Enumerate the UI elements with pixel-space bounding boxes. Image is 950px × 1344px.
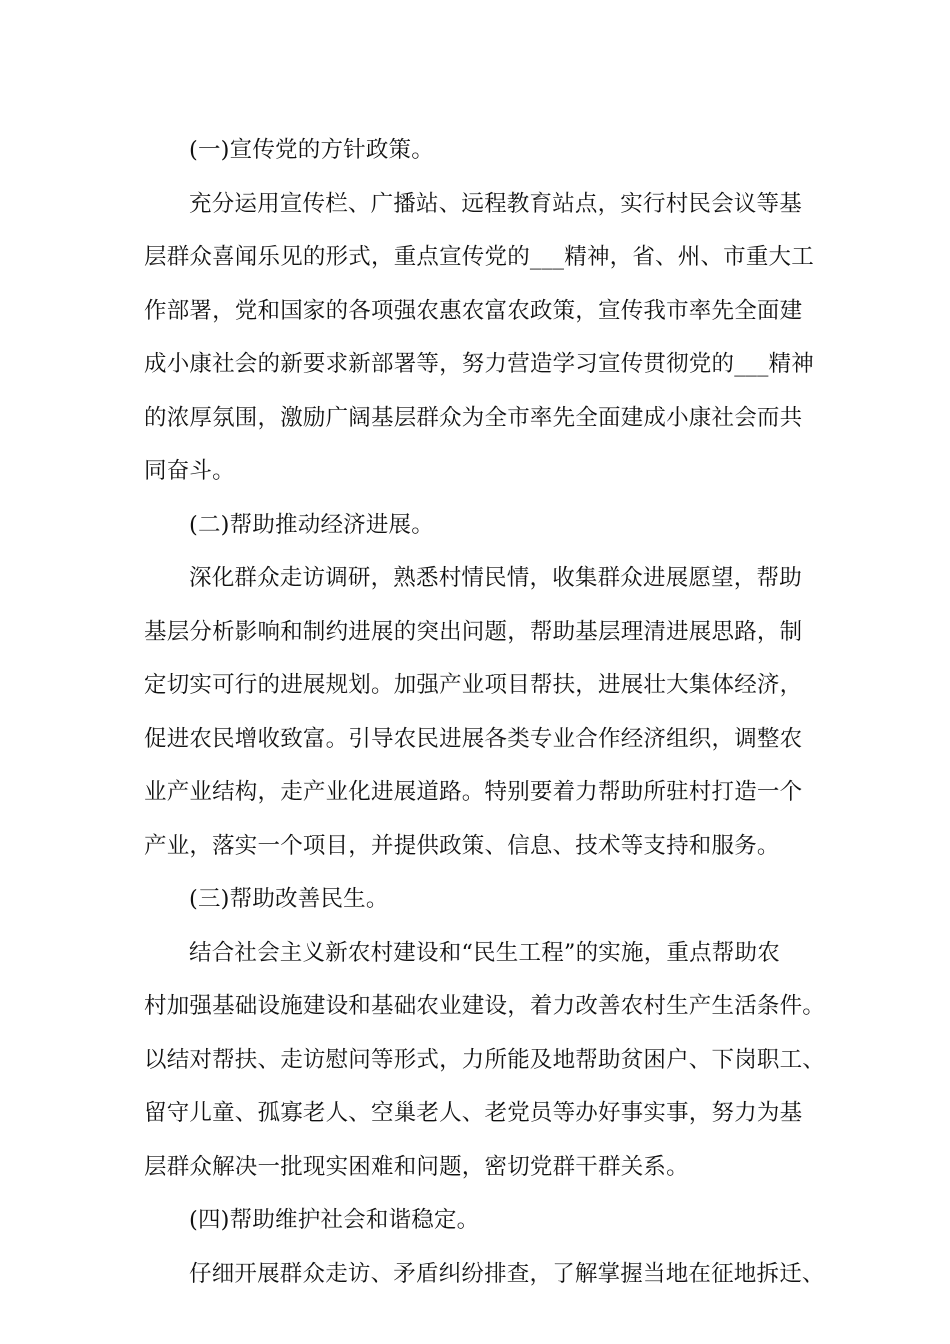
text-line: 层群众解决一批现实困难和问题，密切党群干群关系。 — [144, 1153, 689, 1180]
text-line: (一)宣传党的方针政策。 — [189, 137, 434, 163]
section-heading-1 — [144, 124, 824, 178]
text-line: 促进农民增收致富。引导农民进展各类专业合作经济组织，调整农 — [144, 725, 803, 752]
text-line: 业产业结构，走产业化进展道路。特别要着力帮助所驻村打造一个 — [144, 779, 803, 805]
section-heading-4 — [144, 1194, 824, 1248]
text-line: 留守儿童、孤寡老人、空巢老人、老党员等办好事实事，努力为基 — [144, 1100, 803, 1126]
document-body — [144, 124, 824, 1301]
text-line: 仔细开展群众走访、矛盾纠纷排查，了解掌握当地在征地拆迁、 — [189, 1260, 825, 1287]
text-line: (四)帮助维护社会和谐稳定。 — [189, 1207, 480, 1233]
body-paragraph-3 — [144, 927, 824, 1195]
body-paragraph-1 — [144, 178, 824, 499]
text-line: 基层分析影响和制约进展的突出问题，帮助基层理清进展思路，制 — [144, 618, 803, 645]
text-line: (二)帮助推动经济进展。 — [189, 511, 434, 538]
text-line: 村加强基础设施建设和基础农业建设，着力改善农村生产生活条件。 — [144, 993, 826, 1019]
section-heading-3 — [144, 873, 824, 927]
text-line: (三)帮助改善民生。 — [189, 886, 389, 912]
body-paragraph-2 — [144, 552, 824, 873]
text-line: 的浓厚氛围，激励广阔基层群众为全市率先全面建成小康社会而共 — [144, 404, 803, 431]
text-line: 充分运用宣传栏、广播站、远程教育站点，实行村民会议等基 — [189, 190, 802, 217]
text-line: 结合社会主义新农村建设和“民生工程”的实施，重点帮助农 — [189, 939, 780, 966]
text-line: 深化群众走访调研，熟悉村情民情，收集群众进展愿望，帮助 — [189, 565, 802, 591]
text-line: 以结对帮扶、走访慰问等形式，力所能及地帮助贫困户、下岗职工、 — [144, 1046, 826, 1073]
section-heading-2 — [144, 499, 824, 553]
body-paragraph-4 — [144, 1248, 824, 1302]
text-line: 同奋斗。 — [144, 458, 235, 484]
text-line: 层群众喜闻乐见的形式，重点宣传党的___精神，省、州、市重大工 — [144, 244, 814, 270]
text-line: 成小康社会的新要求新部署等，努力营造学习宣传贯彻党的___精神 — [144, 351, 814, 377]
text-line: 定切实可行的进展规划。加强产业项目帮扶，进展壮大集体经济， — [144, 672, 803, 698]
text-line: 产业，落实一个项目，并提供政策、信息、技术等支持和服务。 — [144, 832, 780, 859]
text-line: 作部署，党和国家的各项强农惠农富农政策，宣传我市率先全面建 — [144, 297, 803, 324]
